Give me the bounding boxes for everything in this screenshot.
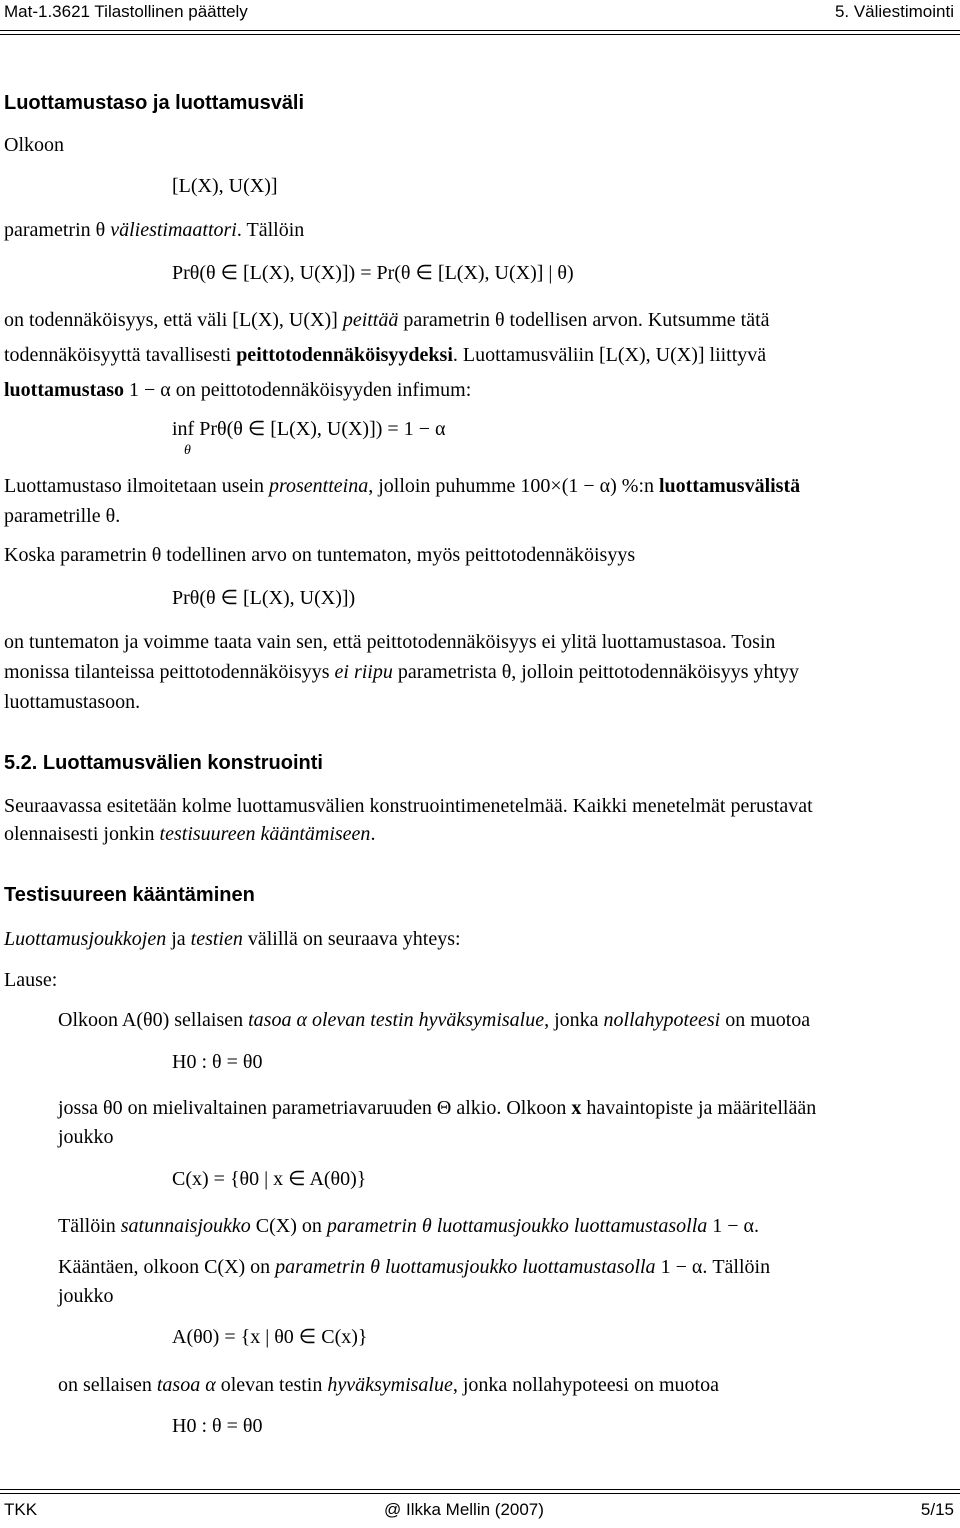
equation-acceptance-region: A(θ0) = {x | θ0 ∈ C(x)} bbox=[172, 1326, 368, 1348]
paragraph-line: on tuntematon ja voimme taata vain sen, että peittotodennäköisyys ei ylitä luottamustasoa. Tosin bbox=[4, 631, 776, 653]
paragraph-line: jossa θ0 on mielivaltainen parametriavaruuden Θ alkio. Olkoon x havaintopiste ja määritellään bbox=[58, 1097, 817, 1119]
section-title-confidence: Luottamustaso ja luottamusväli bbox=[4, 92, 305, 114]
section-title-inversion: Testisuureen kääntäminen bbox=[4, 884, 255, 906]
page-number: 5/15 bbox=[920, 1500, 954, 1519]
equation-null-hypothesis: H0 : θ = θ0 bbox=[172, 1051, 263, 1073]
paragraph-line: Koska parametrin θ todellinen arvo on tuntematon, myös peittotodennäköisyys bbox=[4, 544, 636, 566]
author-copyright: @ Ilkka Mellin (2007) bbox=[384, 1500, 544, 1519]
paragraph-line: Seuraavassa esitetään kolme luottamusvälien konstruointimenetelmää. Kaikki menetelmät perustavat bbox=[4, 795, 813, 817]
paragraph-line: todennäköisyyttä tavallisesti peittotodennäköisyydeksi. Luottamusväliin [L(X), U(X)] liittyvä bbox=[4, 344, 767, 366]
paragraph-line: Kääntäen, olkoon C(X) on parametrin θ luottamusjoukko luottamustasolla 1 − α. Tällöin bbox=[58, 1256, 771, 1278]
equation-null-hypothesis-2: H0 : θ = θ0 bbox=[172, 1415, 263, 1437]
footer-rule bbox=[0, 1489, 960, 1490]
paragraph-line: monissa tilanteissa peittotodennäköisyys ei riipu parametrista θ, jolloin peittotodennäköisyys yhtyy bbox=[4, 661, 800, 683]
paragraph-line: joukko bbox=[58, 1126, 114, 1148]
text-olkoon: Olkoon bbox=[4, 134, 64, 156]
chapter-title: 5. Väliestimointi bbox=[834, 2, 954, 21]
institution: TKK bbox=[4, 1500, 38, 1519]
section-title-construction: 5.2. Luottamusvälien konstruointi bbox=[4, 752, 323, 774]
paragraph-line: luottamustaso 1 − α on peittotodennäköisyyden infimum: bbox=[4, 379, 472, 401]
paragraph-line: Luottamusjoukkojen ja testien välillä on seuraava yhteys: bbox=[4, 928, 461, 950]
header-rule bbox=[0, 30, 960, 31]
footer-rule-2 bbox=[0, 1493, 960, 1494]
paragraph-line: on todennäköisyys, että väli [L(X), U(X)] peittää parametrin θ todellisen arvon. Kutsumme tätä bbox=[4, 309, 770, 331]
paragraph-line: joukko bbox=[58, 1285, 114, 1307]
course-title: Mat-1.3621 Tilastollinen päättely bbox=[4, 2, 248, 21]
equation-infimum: inf Prθ(θ ∈ [L(X), U(X)]) = 1 − α bbox=[172, 418, 446, 440]
equation-confidence-set: C(x) = {θ0 | x ∈ A(θ0)} bbox=[172, 1168, 367, 1190]
paragraph-line: Tällöin satunnaisjoukko C(X) on parametrin θ luottamusjoukko luottamustasolla 1 − α. bbox=[58, 1215, 760, 1237]
paragraph-line: Luottamustaso ilmoitetaan usein prosentteina, jolloin puhumme 100×(1 − α) %:n luottamusvälistä bbox=[4, 475, 801, 497]
header-rule-2 bbox=[0, 34, 960, 35]
equation-interval: [L(X), U(X)] bbox=[172, 175, 278, 197]
paragraph-line: luottamustasoon. bbox=[4, 691, 141, 713]
equation-coverage: Prθ(θ ∈ [L(X), U(X)]) = Pr(θ ∈ [L(X), U(X)] | θ) bbox=[172, 262, 574, 284]
paragraph-line: olennaisesti jonkin testisuureen kääntämiseen. bbox=[4, 823, 376, 845]
paragraph-line: parametrin θ väliestimaattori. Tällöin bbox=[4, 219, 305, 241]
theorem-label: Lause: bbox=[4, 969, 58, 991]
equation-infimum-sub: θ bbox=[184, 443, 191, 458]
equation-coverage-prob: Prθ(θ ∈ [L(X), U(X)]) bbox=[172, 587, 356, 609]
paragraph-line: parametrille θ. bbox=[4, 505, 121, 527]
paragraph-line: Olkoon A(θ0) sellaisen tasoa α olevan testin hyväksymisalue, jonka nollahypoteesi on muotoa bbox=[58, 1009, 811, 1031]
paragraph-line: on sellaisen tasoa α olevan testin hyväksymisalue, jonka nollahypoteesi on muotoa bbox=[58, 1374, 719, 1396]
